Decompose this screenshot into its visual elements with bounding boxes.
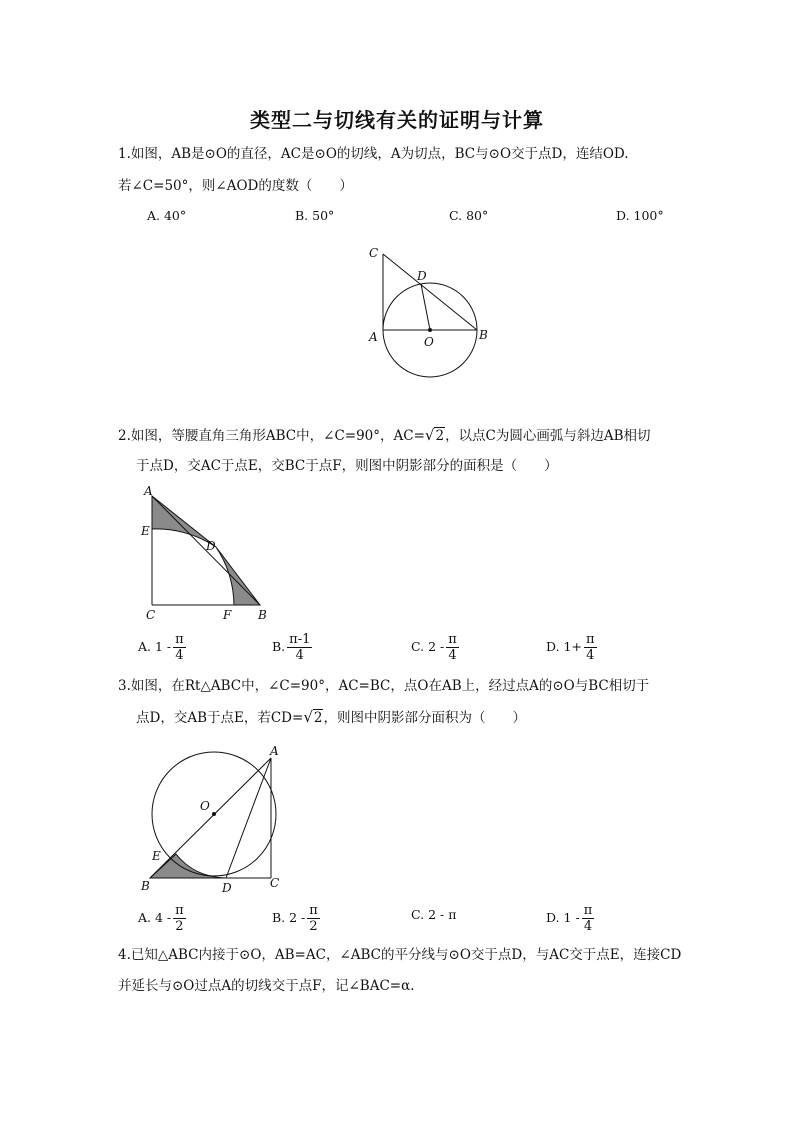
q2-option-c-num: π bbox=[448, 632, 457, 647]
q3-stem-line2 bbox=[136, 707, 526, 728]
q2-stem-post: ，以点C为圆心画弧与斜边AB相切 bbox=[445, 428, 651, 444]
q3-center-dot bbox=[212, 812, 216, 816]
q2-option-b-letter: B. bbox=[272, 639, 286, 654]
q2-label-a: A bbox=[144, 484, 153, 498]
q3-option-a-den: 2 bbox=[175, 919, 184, 934]
q3-sqrt-value: 2 bbox=[313, 710, 323, 726]
q3-option-b-num: π bbox=[309, 903, 318, 918]
q3-label-b: B bbox=[141, 879, 150, 893]
q1-option-d: D. 100° bbox=[616, 208, 664, 223]
q3-option-c bbox=[411, 907, 456, 922]
q1-segment-cb bbox=[383, 254, 477, 330]
q3-option-a-fraction bbox=[173, 903, 186, 934]
q1-option-c: C. 80° bbox=[449, 208, 489, 223]
q2-option-c bbox=[411, 632, 459, 663]
q2-stem-line1 bbox=[118, 425, 651, 446]
q2-option-d-num: π bbox=[585, 632, 595, 647]
q3-option-d-num: π bbox=[583, 903, 593, 918]
q3-stem-line1: 3.如图，在Rt△ABC中，∠C=90°，AC=BC，点O在AB上，经过点A的⊙O与BC相切于 bbox=[118, 678, 650, 694]
q3-option-d-letter: D. 1 - bbox=[546, 910, 580, 925]
q3-label-o: O bbox=[200, 799, 210, 813]
q4-stem-line1: 4.已知△ABC内接于⊙O，AB=AC，∠ABC的平分线与⊙O交于点D，与AC交于点E，连接CD bbox=[118, 947, 682, 963]
q3-segment-ad bbox=[226, 758, 271, 878]
q1-label-a: A bbox=[369, 330, 378, 344]
q3-segment-ab bbox=[150, 758, 271, 878]
q1-label-c: C bbox=[369, 246, 379, 260]
q2-option-a-fraction bbox=[173, 632, 186, 663]
q2-label-c: C bbox=[146, 608, 156, 622]
q3-option-a-num: π bbox=[175, 903, 184, 918]
q1-center-dot bbox=[428, 328, 432, 332]
q2-option-c-letter: C. 2 - bbox=[411, 639, 445, 654]
q4-stem-line2: 并延长与⊙O过点A的切线交于点F，记∠BAC=α. bbox=[118, 978, 415, 994]
q3-option-b-fraction bbox=[307, 903, 320, 934]
q1-stem-line2: 若∠C=50°，则∠AOD的度数（ ） bbox=[118, 178, 353, 194]
q2-label-f: F bbox=[223, 608, 232, 622]
q3-option-a bbox=[138, 903, 186, 934]
q2-option-b-fraction bbox=[287, 632, 312, 663]
q2-option-d-letter: D. 1+ bbox=[546, 639, 582, 654]
q2-option-c-den: 4 bbox=[448, 648, 457, 663]
q3-option-d bbox=[546, 903, 594, 934]
q2-label-b: B bbox=[258, 608, 267, 622]
q3-option-b-letter: B. 2 - bbox=[272, 910, 306, 925]
q2-option-d bbox=[546, 632, 597, 663]
q1-stem-line1: 1.如图，AB是⊙O的直径，AC是⊙O的切线，A为切点，BC与⊙O交于点D，连结OD. bbox=[118, 146, 629, 162]
q2-stem-line2: 于点D，交AC于点E，交BC于点F，则图中阴影部分的面积是（ ） bbox=[136, 458, 558, 474]
q3-option-b-den: 2 bbox=[309, 919, 318, 934]
q3-option-d-den: 4 bbox=[583, 919, 593, 934]
q1-option-b: B. 50° bbox=[295, 208, 335, 223]
q2-shaded-bottom bbox=[216, 547, 260, 605]
q2-option-b bbox=[272, 632, 312, 663]
q1-label-d: D bbox=[417, 269, 427, 283]
q2-figure bbox=[140, 484, 280, 624]
q3-stem-pre: 点D，交AB于点E，若CD= bbox=[136, 710, 304, 726]
q3-option-a-letter: A. 4 - bbox=[138, 910, 172, 925]
q2-option-c-fraction bbox=[446, 632, 459, 663]
q3-label-e: E bbox=[152, 849, 161, 863]
q3-label-a: A bbox=[270, 744, 279, 758]
q2-option-b-den: 4 bbox=[295, 648, 304, 663]
q3-option-d-fraction bbox=[582, 903, 595, 934]
q2-sqrt: √2 bbox=[424, 426, 445, 444]
q2-option-a-den: 4 bbox=[175, 648, 184, 663]
q3-label-c: C bbox=[270, 876, 280, 890]
q1-option-a: A. 40° bbox=[147, 208, 187, 223]
q2-option-a bbox=[138, 632, 186, 663]
q2-stem-pre: 2.如图，等腰直角三角形ABC中，∠C=90°，AC= bbox=[118, 428, 425, 444]
q3-option-c-letter: C. 2 - π bbox=[411, 907, 457, 922]
q1-label-o: O bbox=[424, 335, 434, 349]
q2-sqrt-value: 2 bbox=[435, 428, 445, 444]
q2-option-a-num: π bbox=[175, 632, 184, 647]
q3-figure bbox=[138, 740, 298, 895]
q2-option-a-letter: A. 1 - bbox=[138, 639, 172, 654]
q3-stem-post: ，则图中阴影部分面积为（ ） bbox=[323, 710, 526, 726]
q2-option-b-num: π-1 bbox=[289, 632, 311, 647]
q3-sqrt: √2 bbox=[303, 708, 323, 726]
q1-figure bbox=[360, 240, 500, 385]
q2-option-d-fraction bbox=[584, 632, 597, 663]
q2-option-d-den: 4 bbox=[586, 648, 595, 663]
q2-label-d: D bbox=[206, 539, 216, 553]
page-title: 类型二与切线有关的证明与计算 bbox=[250, 108, 544, 132]
q2-label-e: E bbox=[141, 524, 150, 538]
q1-label-b: B bbox=[479, 328, 488, 342]
q3-label-d: D bbox=[222, 881, 232, 895]
q3-option-b bbox=[272, 903, 320, 934]
